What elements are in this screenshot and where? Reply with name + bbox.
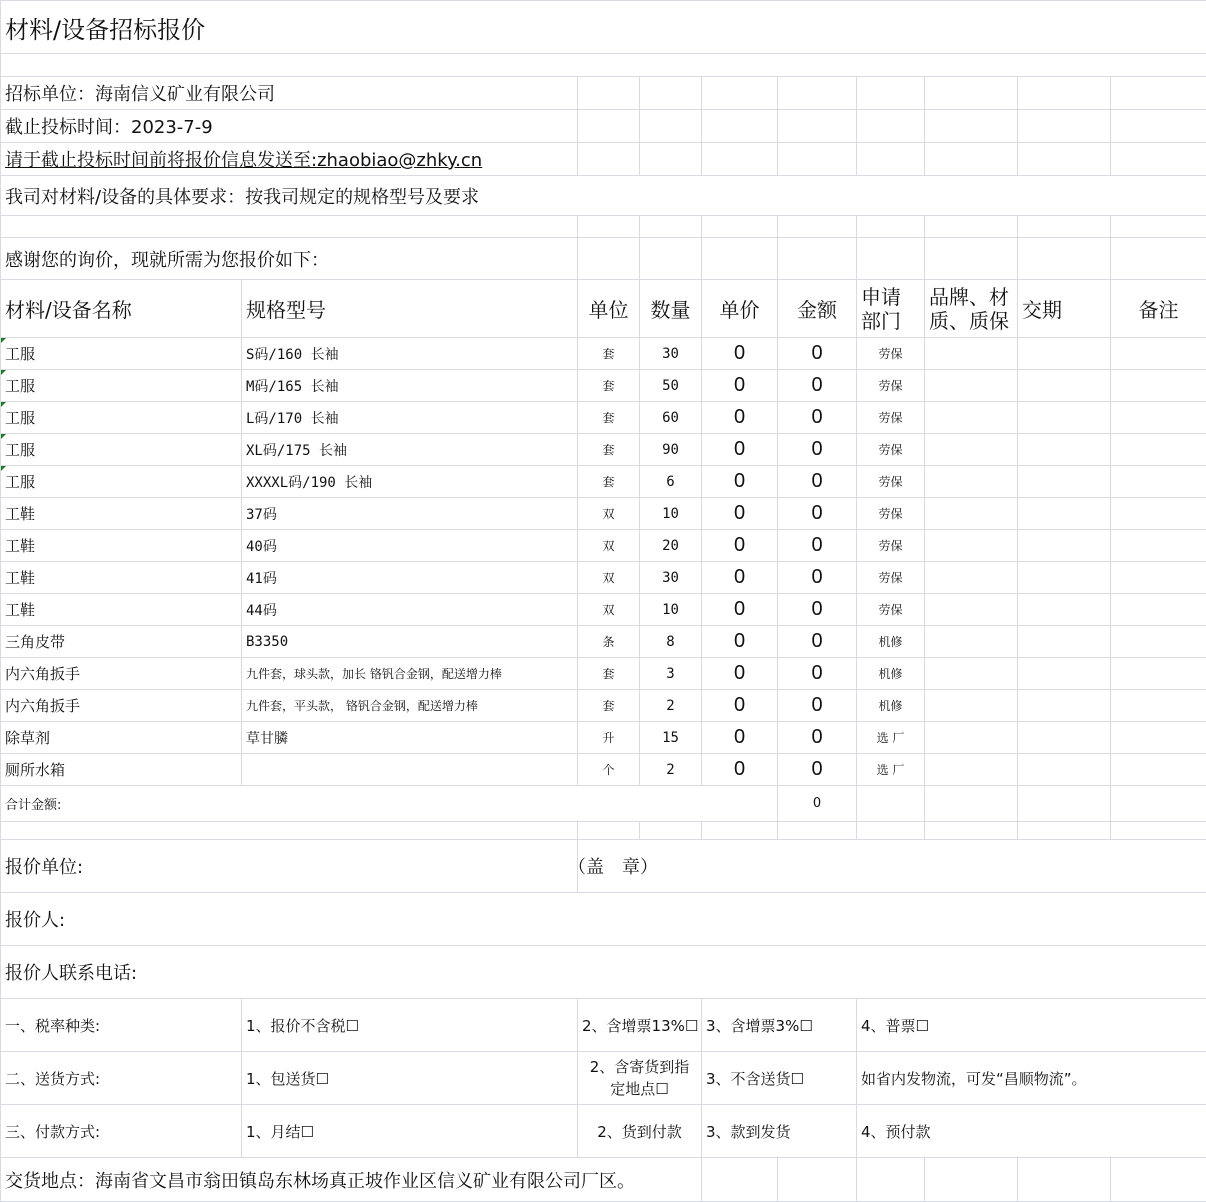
item-brand[interactable]	[925, 402, 1018, 434]
empty-cell[interactable]	[702, 822, 778, 840]
item-dept[interactable]: 劳保	[857, 370, 925, 402]
item-price[interactable]: 0	[702, 498, 778, 530]
empty-cell[interactable]	[578, 77, 640, 110]
tax-option-3[interactable]: 3、含增票3%☐	[702, 999, 857, 1052]
item-name[interactable]: 内六角扳手	[1, 658, 242, 690]
item-dept[interactable]: 劳保	[857, 594, 925, 626]
header-remark[interactable]: 备注	[1111, 280, 1206, 338]
item-remark[interactable]	[1111, 626, 1206, 658]
item-dept[interactable]: 劳保	[857, 562, 925, 594]
table-row	[1, 690, 1206, 722]
item-dept[interactable]: 劳保	[857, 498, 925, 530]
empty-cell[interactable]	[778, 77, 857, 110]
empty-cell[interactable]	[778, 822, 857, 840]
item-unit[interactable]: 套	[578, 466, 640, 498]
empty-cell[interactable]	[1018, 238, 1111, 280]
item-amount[interactable]: 0	[778, 498, 857, 530]
empty-cell[interactable]	[857, 786, 925, 822]
total-label[interactable]: 合计金额:	[1, 786, 778, 822]
header-brand[interactable]	[925, 280, 1018, 338]
item-brand[interactable]	[925, 530, 1018, 562]
table-row	[1, 530, 1206, 562]
item-spec[interactable]: B3350	[242, 626, 578, 658]
item-qty[interactable]: 30	[640, 562, 702, 594]
empty-cell[interactable]	[702, 216, 778, 238]
empty-cell[interactable]	[778, 110, 857, 143]
total-value[interactable]: 0	[778, 786, 857, 822]
item-price[interactable]: 0	[702, 434, 778, 466]
item-dept[interactable]: 机修	[857, 626, 925, 658]
tax-option-4[interactable]: 4、普票☐	[857, 999, 1206, 1052]
item-unit[interactable]: 双	[578, 562, 640, 594]
payment-option-1[interactable]: 1、月结☐	[242, 1105, 578, 1158]
empty-cell[interactable]	[778, 1158, 857, 1202]
item-qty[interactable]: 10	[640, 594, 702, 626]
item-spec[interactable]: M码/165 长袖	[242, 370, 578, 402]
item-unit[interactable]: 套	[578, 338, 640, 370]
item-spec[interactable]: L码/170 长袖	[242, 402, 578, 434]
bidder-unit[interactable]: 招标单位：海南信义矿业有限公司	[1, 77, 578, 110]
empty-cell[interactable]	[1111, 143, 1206, 176]
empty-cell[interactable]	[578, 143, 640, 176]
item-qty[interactable]: 8	[640, 626, 702, 658]
item-remark[interactable]	[1111, 466, 1206, 498]
item-price[interactable]: 0	[702, 466, 778, 498]
item-unit[interactable]: 套	[578, 370, 640, 402]
quote-unit-label[interactable]: 报价单位:	[1, 840, 578, 893]
sheet-title[interactable]: 材料/设备招标报价	[1, 1, 1206, 54]
empty-cell[interactable]	[1018, 822, 1111, 840]
item-name[interactable]: 工服	[1, 338, 242, 370]
empty-cell[interactable]	[1111, 110, 1206, 143]
header-spec[interactable]: 规格型号	[242, 280, 578, 338]
tax-option-1[interactable]: 1、报价不含税☐	[242, 999, 578, 1052]
empty-cell[interactable]	[1111, 786, 1206, 822]
item-delivery[interactable]	[1018, 466, 1111, 498]
empty-cell[interactable]	[857, 110, 925, 143]
item-dept[interactable]: 选 厂	[857, 722, 925, 754]
item-brand[interactable]	[925, 338, 1018, 370]
table-row	[1, 434, 1206, 466]
empty-cell[interactable]	[1018, 1158, 1111, 1202]
empty-cell[interactable]	[925, 786, 1018, 822]
item-remark[interactable]	[1111, 658, 1206, 690]
item-brand[interactable]	[925, 498, 1018, 530]
item-spec[interactable]: S码/160 长袖	[242, 338, 578, 370]
empty-cell[interactable]	[578, 216, 640, 238]
item-unit[interactable]: 套	[578, 402, 640, 434]
header-brand-text: 品牌、材质、质保	[929, 285, 1017, 333]
item-qty[interactable]: 2	[640, 690, 702, 722]
item-unit[interactable]: 双	[578, 594, 640, 626]
item-delivery[interactable]	[1018, 626, 1111, 658]
empty-cell[interactable]	[857, 822, 925, 840]
email-note[interactable]: 请于截止投标时间前将报价信息发送至:zhaobiao@zhky.cn	[1, 143, 578, 176]
empty-cell[interactable]	[702, 238, 778, 280]
item-spec[interactable]: XXXXL码/190 长袖	[242, 466, 578, 498]
item-qty[interactable]: 3	[640, 658, 702, 690]
item-remark[interactable]	[1111, 594, 1206, 626]
delivery-option-4[interactable]: 如省内发物流，可发“昌顺物流”。	[857, 1052, 1206, 1105]
empty-cell[interactable]	[702, 143, 778, 176]
empty-cell[interactable]	[578, 822, 640, 840]
item-delivery[interactable]	[1018, 562, 1111, 594]
item-delivery[interactable]	[1018, 402, 1111, 434]
item-brand[interactable]	[925, 434, 1018, 466]
delivery-option-2[interactable]	[578, 1052, 702, 1105]
item-price[interactable]: 0	[702, 626, 778, 658]
item-delivery[interactable]	[1018, 338, 1111, 370]
item-remark[interactable]	[1111, 562, 1206, 594]
item-qty[interactable]: 60	[640, 402, 702, 434]
item-delivery[interactable]	[1018, 434, 1111, 466]
empty-cell[interactable]	[1111, 77, 1206, 110]
payment-option-2[interactable]: 2、货到付款	[578, 1105, 702, 1158]
item-spec[interactable]: 九件套，球头款，加长 铬钒合金钢，配送增力棒	[242, 658, 578, 690]
payment-option-4[interactable]: 4、预付款	[857, 1105, 1206, 1158]
item-spec[interactable]: XL码/175 长袖	[242, 434, 578, 466]
item-unit[interactable]: 双	[578, 498, 640, 530]
item-amount[interactable]: 0	[778, 754, 857, 786]
item-delivery[interactable]	[1018, 530, 1111, 562]
delivery-address[interactable]: 交货地点：海南省文昌市翁田镇岛东林场真正坡作业区信义矿业有限公司厂区。	[1, 1158, 702, 1202]
item-price[interactable]: 0	[702, 562, 778, 594]
empty-cell[interactable]	[578, 238, 640, 280]
item-name[interactable]: 工服	[1, 434, 242, 466]
item-price[interactable]: 0	[702, 530, 778, 562]
item-brand[interactable]	[925, 562, 1018, 594]
item-amount[interactable]: 0	[778, 690, 857, 722]
item-brand[interactable]	[925, 466, 1018, 498]
empty-cell[interactable]	[1111, 238, 1206, 280]
item-name[interactable]: 工服	[1, 466, 242, 498]
item-dept[interactable]: 劳保	[857, 338, 925, 370]
item-amount[interactable]: 0	[778, 562, 857, 594]
empty-cell[interactable]	[925, 143, 1018, 176]
empty-cell[interactable]	[778, 216, 857, 238]
item-delivery[interactable]	[1018, 690, 1111, 722]
item-brand[interactable]	[925, 370, 1018, 402]
empty-cell[interactable]	[778, 238, 857, 280]
item-amount[interactable]: 0	[778, 658, 857, 690]
empty-cell[interactable]	[640, 77, 702, 110]
item-price[interactable]: 0	[702, 754, 778, 786]
item-name[interactable]: 工服	[1, 402, 242, 434]
item-price[interactable]: 0	[702, 690, 778, 722]
empty-cell[interactable]	[640, 216, 702, 238]
item-amount[interactable]: 0	[778, 466, 857, 498]
empty-cell[interactable]	[925, 238, 1018, 280]
empty-cell[interactable]	[702, 77, 778, 110]
empty-cell[interactable]	[857, 238, 925, 280]
table-row	[1, 594, 1206, 626]
item-brand[interactable]	[925, 626, 1018, 658]
table-row	[1, 754, 1206, 786]
table-row	[1, 722, 1206, 754]
empty-cell[interactable]	[640, 238, 702, 280]
tax-option-2[interactable]: 2、含增票13%☐	[578, 999, 702, 1052]
item-amount[interactable]: 0	[778, 402, 857, 434]
header-qty[interactable]: 数量	[640, 280, 702, 338]
item-unit[interactable]: 套	[578, 658, 640, 690]
table-header-row	[1, 280, 1206, 338]
header-delivery[interactable]: 交期	[1018, 280, 1111, 338]
item-spec[interactable]	[242, 754, 578, 786]
item-unit[interactable]: 套	[578, 690, 640, 722]
item-amount[interactable]: 0	[778, 722, 857, 754]
item-amount[interactable]: 0	[778, 338, 857, 370]
table-row	[1, 370, 1206, 402]
item-price[interactable]: 0	[702, 594, 778, 626]
header-unit[interactable]: 单位	[578, 280, 640, 338]
item-spec[interactable]: 37码	[242, 498, 578, 530]
empty-cell[interactable]	[1111, 1158, 1206, 1202]
item-brand[interactable]	[925, 690, 1018, 722]
header-price[interactable]: 单价	[702, 280, 778, 338]
header-dept-text: 申请部门	[861, 285, 917, 333]
item-dept[interactable]: 劳保	[857, 530, 925, 562]
item-qty[interactable]: 20	[640, 530, 702, 562]
seal-cell[interactable]	[578, 840, 1206, 893]
table-row	[1, 338, 1206, 370]
item-brand[interactable]	[925, 754, 1018, 786]
item-unit[interactable]: 个	[578, 754, 640, 786]
phone-label[interactable]: 报价人联系电话:	[1, 946, 1206, 999]
item-qty[interactable]: 15	[640, 722, 702, 754]
item-spec[interactable]: 40码	[242, 530, 578, 562]
empty-cell[interactable]	[702, 110, 778, 143]
bid-deadline[interactable]: 截止投标时间：2023-7-9	[1, 110, 578, 143]
table-row	[1, 562, 1206, 594]
empty-cell[interactable]	[1111, 216, 1206, 238]
item-unit[interactable]: 升	[578, 722, 640, 754]
item-qty[interactable]: 2	[640, 754, 702, 786]
delivery-option-2-text: 2、含寄货到指定地点☐	[585, 1056, 695, 1100]
empty-row[interactable]	[1, 822, 578, 840]
empty-cell[interactable]	[925, 822, 1018, 840]
empty-row[interactable]	[1, 54, 1206, 77]
item-dept[interactable]: 劳保	[857, 402, 925, 434]
empty-cell[interactable]	[857, 216, 925, 238]
item-amount[interactable]: 0	[778, 530, 857, 562]
empty-cell[interactable]	[1018, 77, 1111, 110]
payment-label[interactable]: 三、付款方式:	[1, 1105, 242, 1158]
table-row	[1, 498, 1206, 530]
tax-label[interactable]: 一、税率种类:	[1, 999, 242, 1052]
empty-cell[interactable]	[1018, 786, 1111, 822]
item-remark[interactable]	[1111, 498, 1206, 530]
item-amount[interactable]: 0	[778, 594, 857, 626]
delivery-option-3[interactable]: 3、不含送货☐	[702, 1052, 857, 1105]
empty-cell[interactable]	[925, 1158, 1018, 1202]
empty-row[interactable]	[1, 216, 578, 238]
header-dept[interactable]	[857, 280, 925, 338]
empty-cell[interactable]	[640, 143, 702, 176]
empty-cell[interactable]	[1018, 110, 1111, 143]
item-price[interactable]: 0	[702, 402, 778, 434]
empty-cell[interactable]	[857, 143, 925, 176]
empty-cell[interactable]	[857, 1158, 925, 1202]
item-qty[interactable]: 50	[640, 370, 702, 402]
item-delivery[interactable]	[1018, 658, 1111, 690]
item-name[interactable]: 三角皮带	[1, 626, 242, 658]
item-spec[interactable]: 草甘膦	[242, 722, 578, 754]
item-name[interactable]: 工鞋	[1, 594, 242, 626]
seal-text: （盖 章）	[568, 857, 658, 878]
table-row	[1, 402, 1206, 434]
empty-cell[interactable]	[640, 822, 702, 840]
item-delivery[interactable]	[1018, 594, 1111, 626]
item-dept[interactable]: 劳保	[857, 466, 925, 498]
empty-cell[interactable]	[778, 143, 857, 176]
item-brand[interactable]	[925, 594, 1018, 626]
header-amount[interactable]: 金额	[778, 280, 857, 338]
item-name[interactable]: 除草剂	[1, 722, 242, 754]
item-price[interactable]: 0	[702, 338, 778, 370]
table-row	[1, 466, 1206, 498]
item-price[interactable]: 0	[702, 658, 778, 690]
item-rows	[1, 338, 1206, 786]
item-dept[interactable]: 劳保	[857, 434, 925, 466]
item-spec[interactable]: 44码	[242, 594, 578, 626]
item-remark[interactable]	[1111, 722, 1206, 754]
item-qty[interactable]: 10	[640, 498, 702, 530]
item-qty[interactable]: 30	[640, 338, 702, 370]
empty-cell[interactable]	[1111, 822, 1206, 840]
header-name[interactable]: 材料/设备名称	[1, 280, 242, 338]
item-qty[interactable]: 6	[640, 466, 702, 498]
item-name[interactable]: 工鞋	[1, 562, 242, 594]
item-remark[interactable]	[1111, 338, 1206, 370]
empty-cell[interactable]	[640, 110, 702, 143]
empty-cell[interactable]	[1018, 216, 1111, 238]
empty-cell[interactable]	[702, 1158, 778, 1202]
payment-option-3[interactable]: 3、款到发货	[702, 1105, 857, 1158]
requirement-note[interactable]: 我司对材料/设备的具体要求：按我司规定的规格型号及要求	[1, 176, 1206, 216]
item-delivery[interactable]	[1018, 754, 1111, 786]
empty-cell[interactable]	[578, 110, 640, 143]
item-name[interactable]: 工鞋	[1, 498, 242, 530]
item-spec[interactable]: 41码	[242, 562, 578, 594]
empty-cell[interactable]	[1018, 143, 1111, 176]
item-price[interactable]: 0	[702, 370, 778, 402]
item-remark[interactable]	[1111, 434, 1206, 466]
item-name[interactable]: 厕所水箱	[1, 754, 242, 786]
item-dept[interactable]: 机修	[857, 658, 925, 690]
quoter-label[interactable]: 报价人:	[1, 893, 1206, 946]
item-spec[interactable]: 九件套，平头款， 铬钒合金钢，配送增力棒	[242, 690, 578, 722]
item-brand[interactable]	[925, 658, 1018, 690]
item-unit[interactable]: 双	[578, 530, 640, 562]
table-row	[1, 626, 1206, 658]
item-amount[interactable]: 0	[778, 370, 857, 402]
table-row	[1, 658, 1206, 690]
item-delivery[interactable]	[1018, 722, 1111, 754]
item-price[interactable]: 0	[702, 722, 778, 754]
item-name[interactable]: 工鞋	[1, 530, 242, 562]
item-remark[interactable]	[1111, 690, 1206, 722]
item-name[interactable]: 工服	[1, 370, 242, 402]
tax-row	[1, 999, 1206, 1052]
item-remark[interactable]	[1111, 530, 1206, 562]
empty-cell[interactable]	[925, 77, 1018, 110]
item-remark[interactable]	[1111, 402, 1206, 434]
delivery-row	[1, 1052, 1206, 1105]
thanks-note[interactable]: 感谢您的询价，现就所需为您报价如下：	[1, 238, 578, 280]
payment-row	[1, 1105, 1206, 1158]
item-unit[interactable]: 条	[578, 626, 640, 658]
item-delivery[interactable]	[1018, 498, 1111, 530]
item-dept[interactable]: 选 厂	[857, 754, 925, 786]
item-brand[interactable]	[925, 722, 1018, 754]
item-dept[interactable]: 机修	[857, 690, 925, 722]
item-amount[interactable]: 0	[778, 434, 857, 466]
item-remark[interactable]	[1111, 370, 1206, 402]
item-name[interactable]: 内六角扳手	[1, 690, 242, 722]
item-delivery[interactable]	[1018, 370, 1111, 402]
delivery-option-1[interactable]: 1、包送货☐	[242, 1052, 578, 1105]
item-unit[interactable]: 套	[578, 434, 640, 466]
empty-cell[interactable]	[925, 110, 1018, 143]
delivery-label[interactable]: 二、送货方式:	[1, 1052, 242, 1105]
empty-cell[interactable]	[857, 77, 925, 110]
item-qty[interactable]: 90	[640, 434, 702, 466]
item-remark[interactable]	[1111, 754, 1206, 786]
empty-cell[interactable]	[925, 216, 1018, 238]
item-amount[interactable]: 0	[778, 626, 857, 658]
total-row	[1, 786, 1206, 822]
